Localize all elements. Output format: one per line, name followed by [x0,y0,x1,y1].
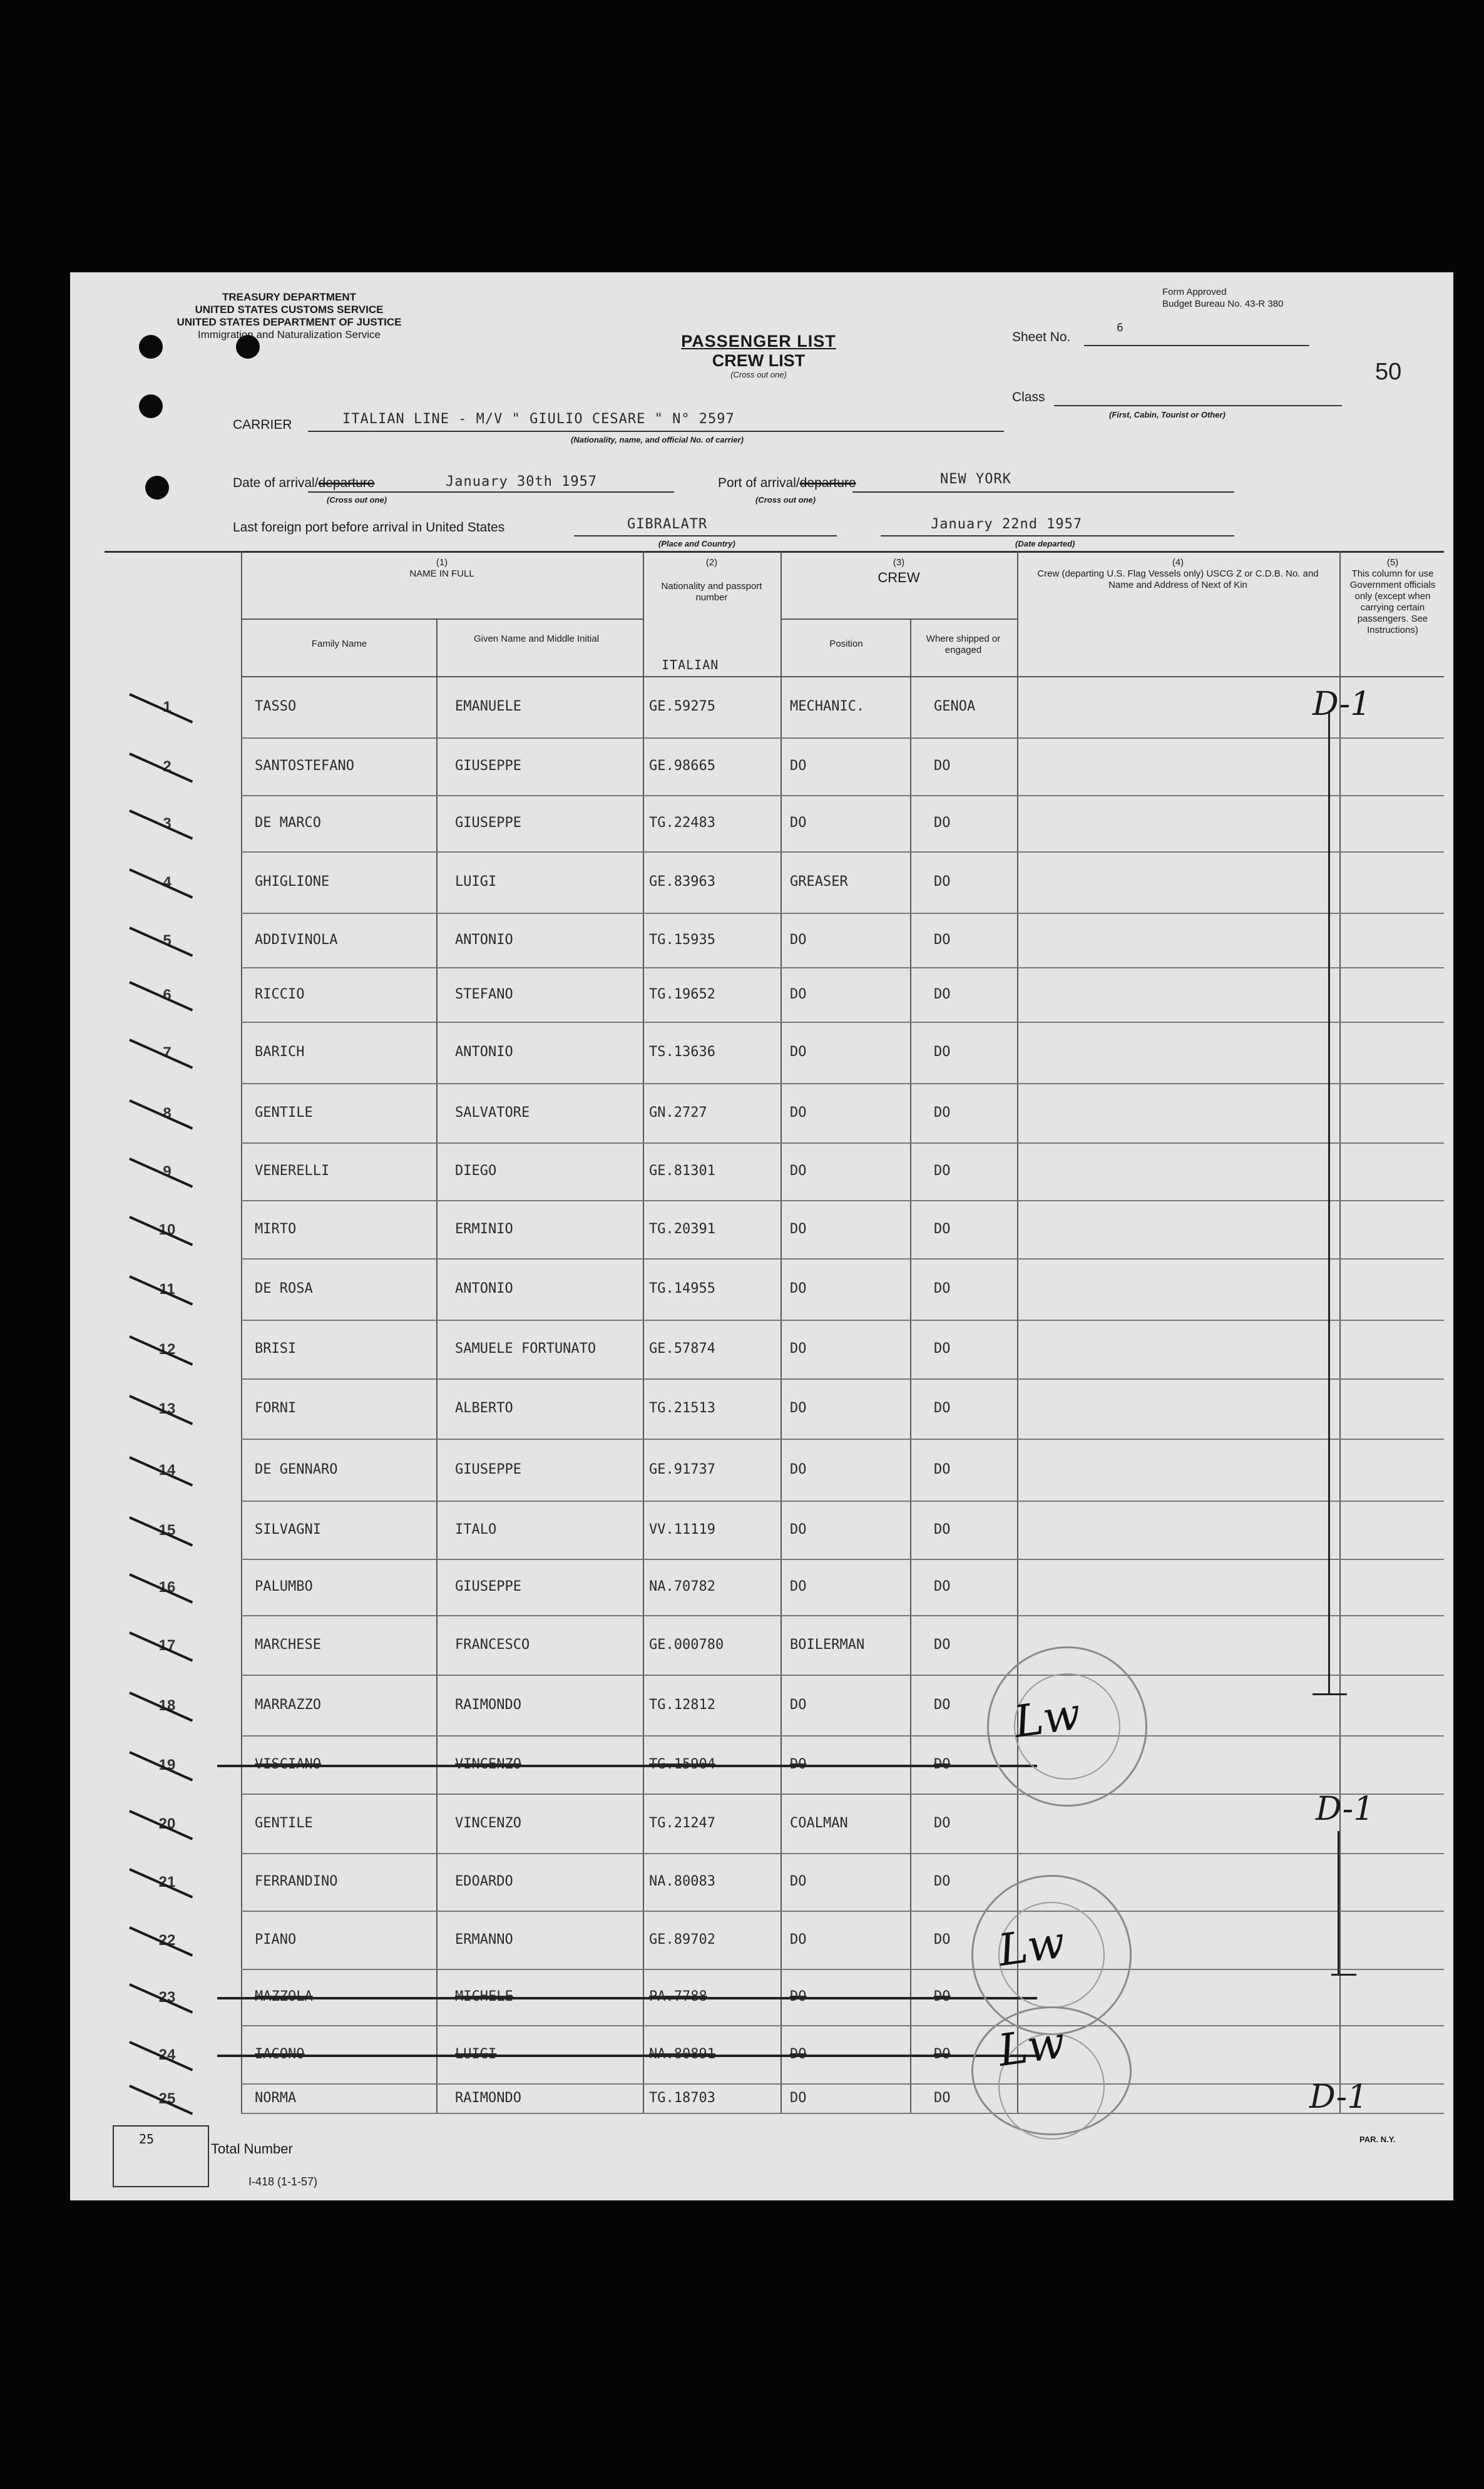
carrier-note: (Nationality, name, and official No. of carrier) [571,435,744,444]
passport-number: PA.7788 [649,1989,707,2004]
table-row [105,1022,1018,1083]
given-name: RAIMONDO [455,2090,521,2106]
table-row [105,1320,1018,1378]
sheet-value: 6 [1117,321,1124,334]
row-number: 6 [163,986,171,1003]
where-shipped: DO [934,1874,951,1889]
date-departed-value: January 22nd 1957 [931,516,1083,532]
where-shipped: DO [934,2046,951,2062]
given-name: LUIGI [455,874,497,890]
d1-bracket [1328,711,1330,1693]
where-shipped: GENOA [934,699,976,714]
crew-position: COALMAN [790,1815,848,1831]
crew-position: GREASER [790,874,848,890]
given-name: EDOARDO [455,1874,513,1889]
d1-mark: D-1 [1313,685,1371,723]
crew-position: DO [790,1221,807,1237]
given-name: ALBERTO [455,1400,513,1416]
col3-header [780,557,1017,583]
col1-num: (1) [436,557,448,568]
where-shipped: DO [934,815,951,831]
crew-position: DO [790,1281,807,1296]
table-row [105,1615,1018,1675]
family-name: VENERELLI [255,1163,330,1179]
total-box [113,2125,209,2187]
crew-position: DO [790,815,807,831]
family-name: MIRTO [255,1221,297,1237]
d1-bracket-end [1313,1693,1347,1695]
manifest-sheet [70,272,1453,2200]
port-note: (Cross out one) [755,495,816,505]
where-shipped: DO [934,1696,951,1713]
crew-position: DO [790,1104,807,1121]
passport-number: TG.21513 [649,1400,715,1416]
crew-position: DO [790,1163,807,1179]
given-name: ERMANNO [455,1931,513,1948]
nationality-value: ITALIAN [662,657,719,672]
given-name: ANTONIO [455,1281,513,1296]
form-id: I-418 (1-1-57) [248,2175,318,2188]
passport-number: NA.80891 [649,2046,715,2062]
passport-number: GN.2727 [649,1104,707,1121]
where-shipped: DO [934,874,951,890]
passport-number: GE.89702 [649,1931,715,1948]
family-name: FORNI [255,1400,297,1416]
crew-position: MECHANIC. [790,699,865,714]
arrival-value: January 30th 1957 [446,474,598,490]
row-number: 19 [158,1756,176,1773]
passport-number: TG.22483 [649,815,715,831]
row-number: 5 [163,931,171,949]
given-name: VINCENZO [455,1815,521,1831]
agency-line: UNITED STATES CUSTOMS SERVICE [195,304,384,316]
where-shipped: DO [934,931,951,948]
family-name: PIANO [255,1931,297,1948]
sheet-rule [1084,345,1309,346]
crew-position: BOILERMAN [790,1636,865,1653]
table-row [105,1083,1018,1142]
port-label-text: Port of arrival/ [718,476,800,490]
given-name: ANTONIO [455,931,513,948]
row-number: 22 [158,1931,176,1949]
table-row [105,676,1018,737]
table-row [105,1378,1018,1439]
family-name: BRISI [255,1341,297,1357]
punch-hole [139,394,163,418]
row-number: 1 [163,699,171,716]
family-name: MAZZOLA [255,1989,313,2004]
agency-line: Immigration and Naturalization Service [198,329,381,341]
carrier-rule [308,431,1004,432]
crew-position: DO [790,1521,807,1537]
where-shipped: DO [934,1461,951,1477]
passport-number: GE.91737 [649,1461,715,1477]
form-approved [1162,286,1283,310]
col-divider [1339,551,1341,2113]
punch-hole [145,476,169,500]
row-number: 17 [158,1636,176,1654]
manifest-table [105,551,1444,2119]
table-row [105,2083,1018,2113]
passport-number: TG.15904 [649,1756,715,1772]
table-row [105,1911,1018,1969]
row-rule [241,2113,1444,2114]
crew-position: DO [790,1931,807,1948]
passport-number: TS.13636 [649,1044,715,1060]
printer-mark: PAR. N.Y. [1359,2135,1396,2144]
crew-position: DO [790,758,807,774]
list-title [646,332,871,379]
family-name: PALUMBO [255,1579,313,1594]
where-shipped: DO [934,1989,951,2004]
col4-num: (4) [1172,557,1184,568]
family-name: VISCIANO [255,1756,321,1772]
crew-position: DO [790,1874,807,1889]
page-number: 50 [1375,359,1402,385]
cancel-strike [217,2055,1037,2057]
cancel-strike [217,1765,1037,1767]
arrival-label [233,476,374,491]
where-shipped: DO [934,1044,951,1060]
table-row [105,1200,1018,1258]
crew-position: DO [790,1461,807,1477]
header-subrule [780,618,1017,620]
total-value: 25 [139,2132,155,2147]
given-name: FRANCESCO [455,1636,530,1653]
last-port-label: Last foreign port before arrival in United States [233,520,505,535]
where-shipped: DO [934,2090,951,2106]
family-name: MARCHESE [255,1636,321,1653]
col1-title: NAME IN FULL [409,568,474,579]
col2-title: Nationality and passport number [661,581,762,603]
table-row [105,1675,1018,1735]
where-shipped: DO [934,1756,951,1772]
row-number: 21 [158,1874,176,1891]
given-name: ERMINIO [455,1221,513,1237]
col2-num: (2) [705,557,718,568]
given-name: EMANUELE [455,699,521,714]
signature: Lw [995,1916,1068,1977]
passport-number: TG.18703 [649,2090,715,2106]
crew-position: DO [790,1989,807,2004]
date-departed-note: (Date departed) [1015,539,1075,548]
family-name: RICCIO [255,986,305,1002]
row-number: 23 [158,1989,176,2006]
row-number: 24 [158,2046,176,2063]
row-number: 8 [163,1104,171,1122]
table-row [105,913,1018,967]
table-row [105,851,1018,913]
passport-number: VV.11119 [649,1521,715,1537]
passport-number: GE.000780 [649,1636,724,1653]
class-label: Class [1012,390,1045,404]
crew-position: DO [790,931,807,948]
arrival-crossed: departure [318,476,375,490]
given-name: SALVATORE [455,1104,530,1121]
port-label [718,476,856,491]
d1-bracket-2 [1338,1831,1339,1975]
form-approved-line: Budget Bureau No. 43-R 380 [1162,299,1284,309]
passenger-list-title: PASSENGER LIST [681,332,836,351]
where-shipped: DO [934,1221,951,1237]
form-approved-line: Form Approved [1162,287,1227,297]
family-name: BARICH [255,1044,305,1060]
passport-number: GE.83963 [649,874,715,890]
row-number: 12 [158,1341,176,1358]
row-number: 9 [163,1163,171,1180]
crew-position: DO [790,1696,807,1713]
family-name: GHIGLIONE [255,874,330,890]
date-departed-rule [881,535,1234,536]
row-number: 20 [158,1815,176,1832]
row-number: 11 [159,1281,175,1298]
table-row [105,1258,1018,1320]
port-value: NEW YORK [940,471,1011,487]
last-port-rule [574,535,837,536]
carrier-value: ITALIAN LINE - M/V " GIULIO CESARE " N° 2597 [342,411,735,427]
family-name: SANTOSTEFANO [255,758,354,774]
col5-num: (5) [1386,557,1399,568]
col5-title: This column for use Government officials only (except when carrying certain passengers. See Instructions) [1349,568,1436,635]
col4-title: Crew (departing U.S. Flag Vessels only) USCG Z or C.D.B. No. and Name and Address of Next of Kin [1037,568,1319,590]
family-name: DE ROSA [255,1281,313,1296]
family-name: DE MARCO [255,815,321,831]
table-row [105,1794,1018,1853]
table-row [105,967,1018,1022]
signature: Lw [995,2016,1068,2077]
family-name: IACONO [255,2046,305,2062]
where-shipped-header: Where shipped or engaged [926,634,1001,655]
passport-number: NA.70782 [649,1579,715,1594]
crew-position: DO [790,986,807,1002]
given-name: SAMUELE FORTUNATO [455,1341,596,1357]
family-name: ADDIVINOLA [255,931,338,948]
family-name: DE GENNARO [255,1461,338,1477]
consular-stamp [971,2006,1132,2135]
header-subrule [241,618,643,620]
row-number: 7 [163,1044,171,1061]
row-number: 3 [163,815,171,832]
crew-position: DO [790,1756,807,1772]
passport-number: TG.12812 [649,1696,715,1713]
class-rule [1054,405,1342,406]
agency-line: TREASURY DEPARTMENT [222,291,357,303]
passport-number: TG.14955 [649,1281,715,1296]
col2-header [646,557,777,603]
passport-number: TG.19652 [649,986,715,1002]
last-port-value: GIBRALATR [627,516,708,532]
table-row [105,1735,1018,1794]
row-number: 16 [158,1579,176,1596]
table-row [105,1142,1018,1200]
sheet-label: Sheet No. [1012,330,1071,344]
table-row [105,795,1018,851]
d1-mark: D-1 [1316,1790,1374,1828]
given-name: ANTONIO [455,1044,513,1060]
passport-number: GE.59275 [649,699,715,714]
table-row [105,1439,1018,1501]
passport-number: GE.98665 [649,758,715,774]
col4-header [1031,557,1325,591]
row-number: 18 [158,1696,176,1714]
row-number: 25 [158,2090,176,2107]
row-number: 4 [163,874,171,891]
given-name: STEFANO [455,986,513,1002]
row-number: 14 [158,1461,176,1479]
crew-position: DO [790,2046,807,2062]
where-shipped: DO [934,986,951,1002]
crew-position: DO [790,2090,807,2106]
passport-number: TG.15935 [649,931,715,948]
given-name: GIUSEPPE [455,1461,521,1477]
family-name: GENTILE [255,1104,313,1121]
given-name: RAIMONDO [455,1696,521,1713]
family-name-header: Family Name [311,639,367,649]
crew-position: DO [790,1341,807,1357]
given-name: LUIGI [455,2046,497,2062]
family-name: SILVAGNI [255,1521,321,1537]
title-note: (Cross out one) [730,370,787,379]
table-row [105,1501,1018,1559]
passport-number: TG.21247 [649,1815,715,1831]
row-number: 15 [158,1521,176,1539]
last-port-note: (Place and Country) [658,539,735,548]
where-shipped: DO [934,758,951,774]
carrier-label: CARRIER [233,418,292,432]
where-shipped: DO [934,1579,951,1594]
class-note: (First, Cabin, Tourist or Other) [1109,410,1226,419]
row-number: 10 [158,1221,176,1238]
position-header: Position [829,639,863,649]
where-shipped: DO [934,1341,951,1357]
given-name: MICHELE [455,1989,513,2004]
family-name: MARRAZZO [255,1696,321,1713]
table-row [105,1853,1018,1911]
agency-line: UNITED STATES DEPARTMENT OF JUSTICE [177,316,402,328]
crew-header: CREW [878,570,920,585]
given-name: DIEGO [455,1163,497,1179]
given-name: ITALO [455,1521,497,1537]
where-shipped: DO [934,1104,951,1121]
where-shipped: DO [934,1521,951,1537]
where-shipped: DO [934,1163,951,1179]
table-row [105,1969,1018,2025]
signature: Lw [1010,1687,1084,1748]
passport-number: GE.57874 [649,1341,715,1357]
passport-number: TG.20391 [649,1221,715,1237]
col1-header [241,557,643,580]
arrival-label-text: Date of arrival/ [233,476,319,490]
arrival-note: (Cross out one) [327,495,387,505]
table-row [105,737,1018,795]
passport-number: NA.80083 [649,1874,715,1889]
given-name: GIUSEPPE [455,1579,521,1594]
where-shipped: DO [934,1931,951,1948]
col3-num: (3) [893,557,905,568]
passport-number: GE.81301 [649,1163,715,1179]
family-name: TASSO [255,699,297,714]
consular-stamp [987,1646,1147,1807]
crew-list-title: CREW LIST [712,351,806,370]
where-shipped: DO [934,1281,951,1296]
d1-mark: D-1 [1309,2078,1368,2116]
given-name: GIUSEPPE [455,758,521,774]
family-name: GENTILE [255,1815,313,1831]
table-row [105,1559,1018,1615]
row-number: 13 [158,1400,176,1417]
port-crossed: departure [799,476,856,490]
cancel-strike [217,1997,1037,1999]
family-name: FERRANDINO [255,1874,338,1889]
where-shipped: DO [934,1400,951,1416]
given-name-header: Given Name and Middle Initial [473,634,600,644]
family-name: NORMA [255,2090,297,2106]
given-name: VINCENZO [455,1756,521,1772]
crew-position: DO [790,1044,807,1060]
crew-position: DO [790,1579,807,1594]
d1-bracket-2-end [1331,1974,1356,1976]
crew-position: DO [790,1400,807,1416]
table-row [105,2025,1018,2083]
given-name: GIUSEPPE [455,815,521,831]
where-shipped: DO [934,1815,951,1831]
row-number: 2 [163,758,171,775]
table-top-rule [105,551,1444,553]
arrival-rule [308,491,674,493]
col5-header [1343,557,1443,636]
port-rule [852,491,1234,493]
total-label: Total Number [211,2141,293,2157]
agency-block [114,291,464,341]
where-shipped: DO [934,1636,951,1653]
